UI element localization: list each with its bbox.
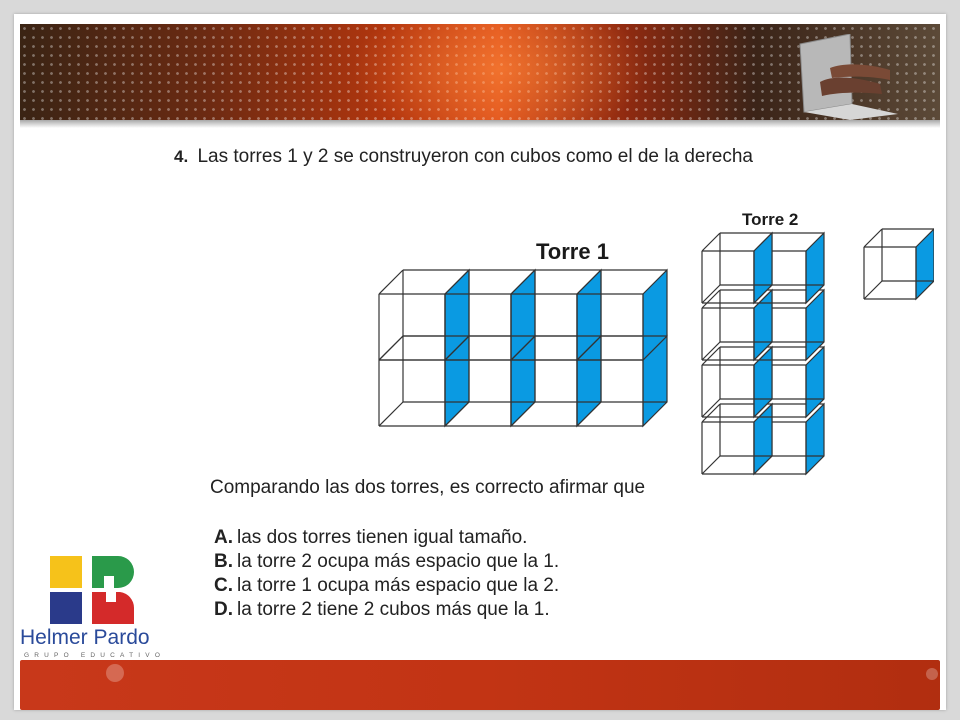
- option-letter: A.: [214, 527, 233, 548]
- sample-cube: [864, 229, 934, 299]
- option-a[interactable]: [214, 526, 559, 550]
- option-text: las dos torres tienen igual tamaño.: [237, 527, 528, 548]
- cube: [702, 347, 772, 417]
- tower1: [379, 270, 667, 426]
- option-letter: B.: [214, 551, 233, 572]
- cube: [702, 404, 772, 474]
- option-b[interactable]: [214, 550, 559, 574]
- laptop-hands-icon: [790, 34, 900, 120]
- option-text: la torre 2 tiene 2 cubos más que la 1.: [237, 599, 550, 620]
- banner-shadow: [20, 120, 940, 128]
- answer-options: [214, 526, 559, 622]
- header-banner: [20, 24, 940, 120]
- footer-decoration: [106, 664, 124, 682]
- tower2-label: Torre 2: [742, 210, 799, 229]
- banner-glow: [350, 24, 650, 120]
- cube: [702, 290, 772, 360]
- option-text: la torre 2 ocupa más espacio que la 1.: [237, 551, 560, 572]
- footer-bar: [20, 660, 940, 710]
- question-text-line: [174, 146, 874, 168]
- option-letter: D.: [214, 599, 233, 620]
- cube: [864, 229, 934, 299]
- footer-decoration: [926, 668, 938, 680]
- cube: [702, 233, 772, 303]
- comparison-prompt: Comparando las dos torres, es correcto afirmar que: [210, 477, 646, 498]
- helmer-pardo-logo: [18, 554, 178, 664]
- logo-subtitle: GRUPO EDUCATIVO: [24, 652, 166, 659]
- logo-mark-icon: [18, 554, 178, 626]
- logo-name: Helmer Pardo: [20, 626, 150, 649]
- question-text: Las torres 1 y 2 se construyeron con cubos como el de la derecha: [197, 146, 753, 167]
- towers-figure: [354, 189, 934, 479]
- option-d[interactable]: [214, 598, 559, 622]
- tower1-label: Torre 1: [536, 239, 609, 264]
- option-text: la torre 1 ocupa más espacio que la 2.: [237, 575, 560, 596]
- option-c[interactable]: [214, 574, 559, 598]
- slide: [14, 14, 946, 710]
- question-number: 4.: [174, 147, 189, 166]
- tower2: [702, 233, 824, 474]
- option-letter: C.: [214, 575, 233, 596]
